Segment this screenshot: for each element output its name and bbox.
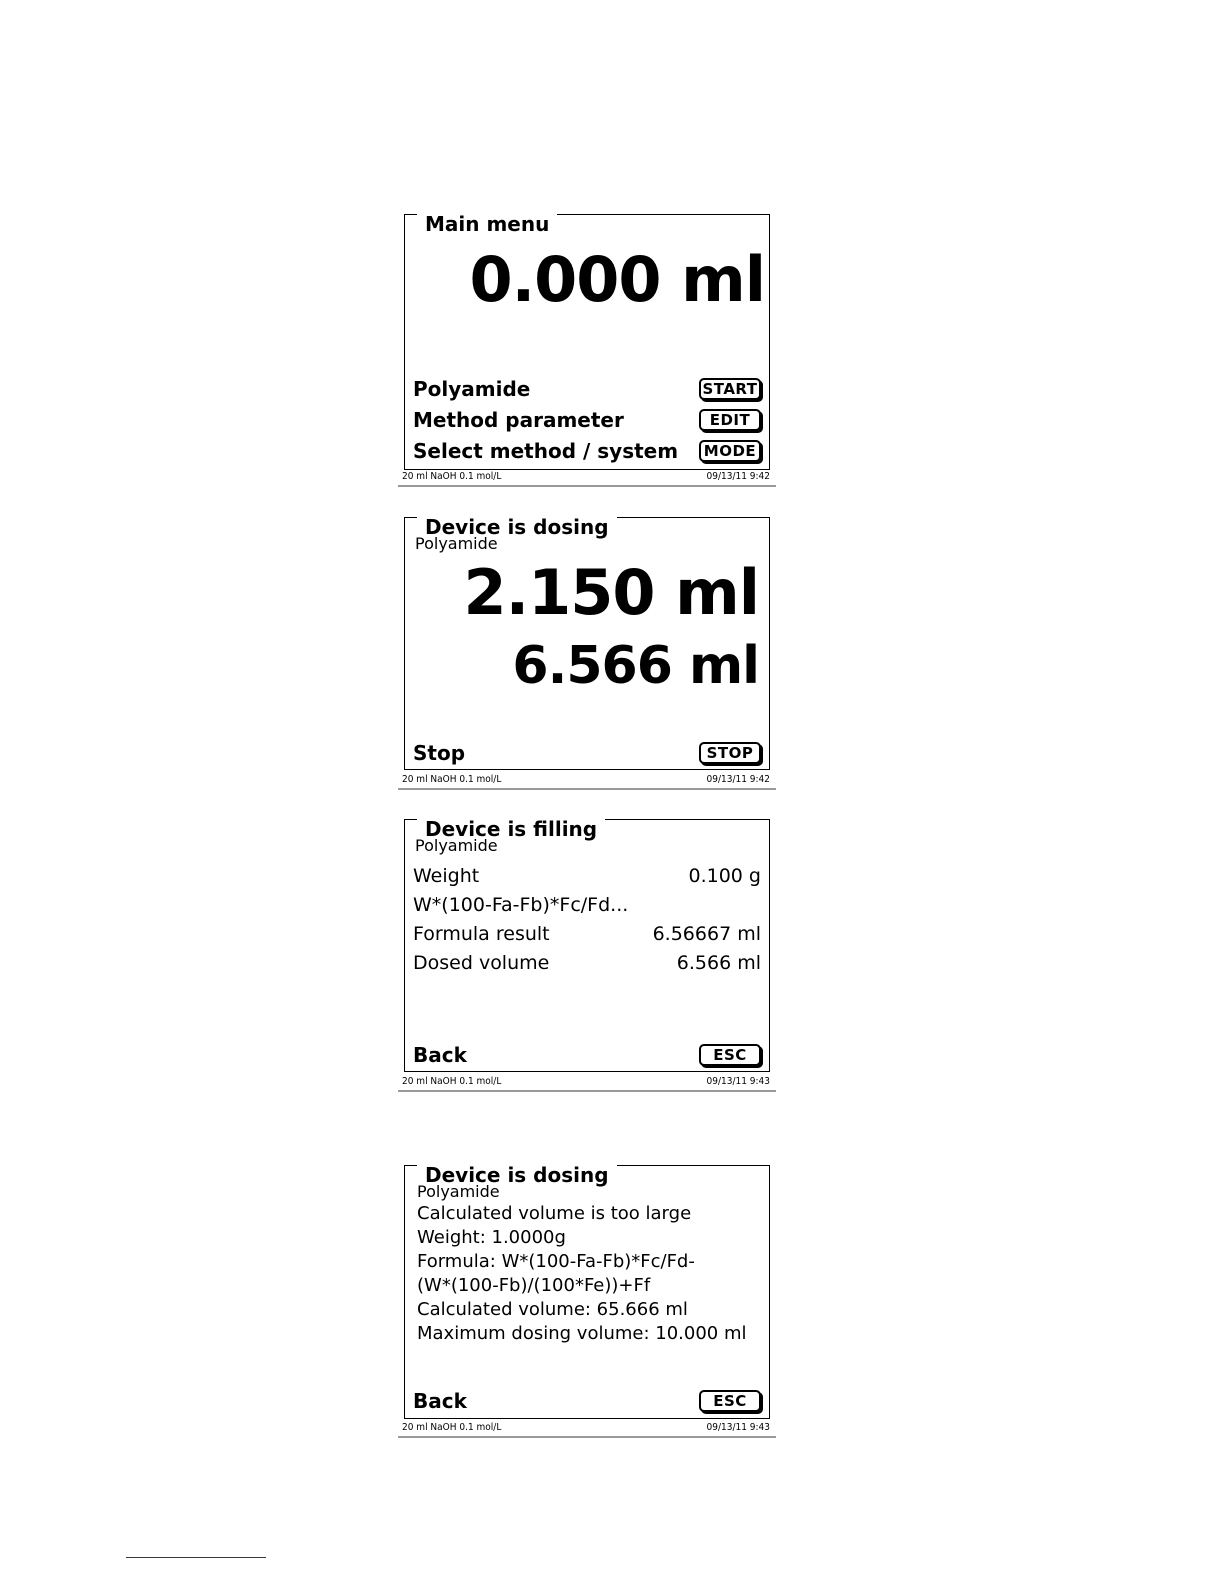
status-bar xyxy=(402,1422,770,1436)
display-frame xyxy=(404,214,770,470)
screen-title: Main menu xyxy=(417,213,557,235)
method-name: Polyamide xyxy=(415,534,498,553)
reagent-label: 20 ml NaOH 0.1 mol/L xyxy=(402,1422,502,1433)
esc-button[interactable]: ESC xyxy=(699,1390,761,1412)
timestamp: 09/13/11 9:43 xyxy=(706,1076,770,1087)
timestamp: 09/13/11 9:42 xyxy=(706,471,770,482)
data-value: 6.56667 ml xyxy=(652,923,761,945)
status-bar xyxy=(402,471,770,485)
reagent-label: 20 ml NaOH 0.1 mol/L xyxy=(402,1076,502,1087)
data-row-dosed-volume xyxy=(413,950,761,976)
data-label: W*(100-Fa-Fb)*Fc/Fd... xyxy=(413,894,629,916)
menu-row-back[interactable] xyxy=(413,1387,761,1415)
error-line: Weight: 1.0000g xyxy=(417,1227,566,1248)
error-message xyxy=(417,1202,761,1346)
target-volume-display: 6.566 ml xyxy=(512,636,759,696)
menu-row-label: Back xyxy=(413,1389,467,1413)
mode-button[interactable]: MODE xyxy=(699,440,761,462)
menu-row-back[interactable] xyxy=(413,1041,761,1069)
volume-display: 0.000 ml xyxy=(469,243,765,316)
screen-dosing-error xyxy=(398,1149,776,1441)
data-label: Formula result xyxy=(413,923,550,945)
screen-title: Device is dosing xyxy=(417,516,617,538)
menu-row-label: Stop xyxy=(413,741,466,765)
status-bar xyxy=(402,1076,770,1090)
menu-row-stop[interactable] xyxy=(413,739,761,767)
start-button[interactable]: START xyxy=(699,378,761,400)
screen-title: Device is dosing xyxy=(417,1164,617,1186)
data-row-formula xyxy=(413,892,761,918)
screen-main-menu xyxy=(398,198,776,490)
error-line: (W*(100-Fb)/(100*Fe))+Ff xyxy=(417,1275,651,1296)
timestamp: 09/13/11 9:42 xyxy=(706,774,770,785)
error-line: Calculated volume is too large xyxy=(417,1203,692,1224)
method-name: Polyamide xyxy=(417,1182,500,1201)
screen-title: Device is filling xyxy=(417,818,605,840)
edit-button[interactable]: EDIT xyxy=(699,409,761,431)
status-bar xyxy=(402,774,770,788)
data-value: 6.566 ml xyxy=(676,952,761,974)
footnote-separator xyxy=(126,1557,266,1558)
screen-dosing xyxy=(398,501,776,791)
menu-row-mode[interactable] xyxy=(413,437,761,465)
timestamp: 09/13/11 9:43 xyxy=(706,1422,770,1433)
screen-filling xyxy=(398,803,776,1093)
data-label: Weight xyxy=(413,865,480,887)
menu-row-start[interactable] xyxy=(413,375,761,403)
reagent-label: 20 ml NaOH 0.1 mol/L xyxy=(402,471,502,482)
error-line: Maximum dosing volume: 10.000 ml xyxy=(417,1323,747,1344)
menu-row-label: Select method / system xyxy=(413,439,679,463)
display-frame xyxy=(404,819,770,1072)
data-label: Dosed volume xyxy=(413,952,550,974)
menu-row-edit[interactable] xyxy=(413,406,761,434)
error-line: Calculated volume: 65.666 ml xyxy=(417,1299,688,1320)
method-name: Polyamide xyxy=(415,836,498,855)
esc-button[interactable]: ESC xyxy=(699,1044,761,1066)
menu-row-label: Back xyxy=(413,1043,467,1067)
data-row-formula-result xyxy=(413,921,761,947)
display-frame xyxy=(404,1165,770,1419)
error-line: Formula: W*(100-Fa-Fb)*Fc/Fd- xyxy=(417,1251,695,1272)
reagent-label: 20 ml NaOH 0.1 mol/L xyxy=(402,774,502,785)
data-value: 0.100 g xyxy=(688,865,761,887)
display-frame xyxy=(404,517,770,770)
data-row-weight xyxy=(413,863,761,889)
dosed-volume-display: 2.150 ml xyxy=(463,556,759,629)
stop-button[interactable]: STOP xyxy=(699,742,761,764)
menu-row-label: Method parameter xyxy=(413,408,624,432)
menu-row-label: Polyamide xyxy=(413,377,531,401)
